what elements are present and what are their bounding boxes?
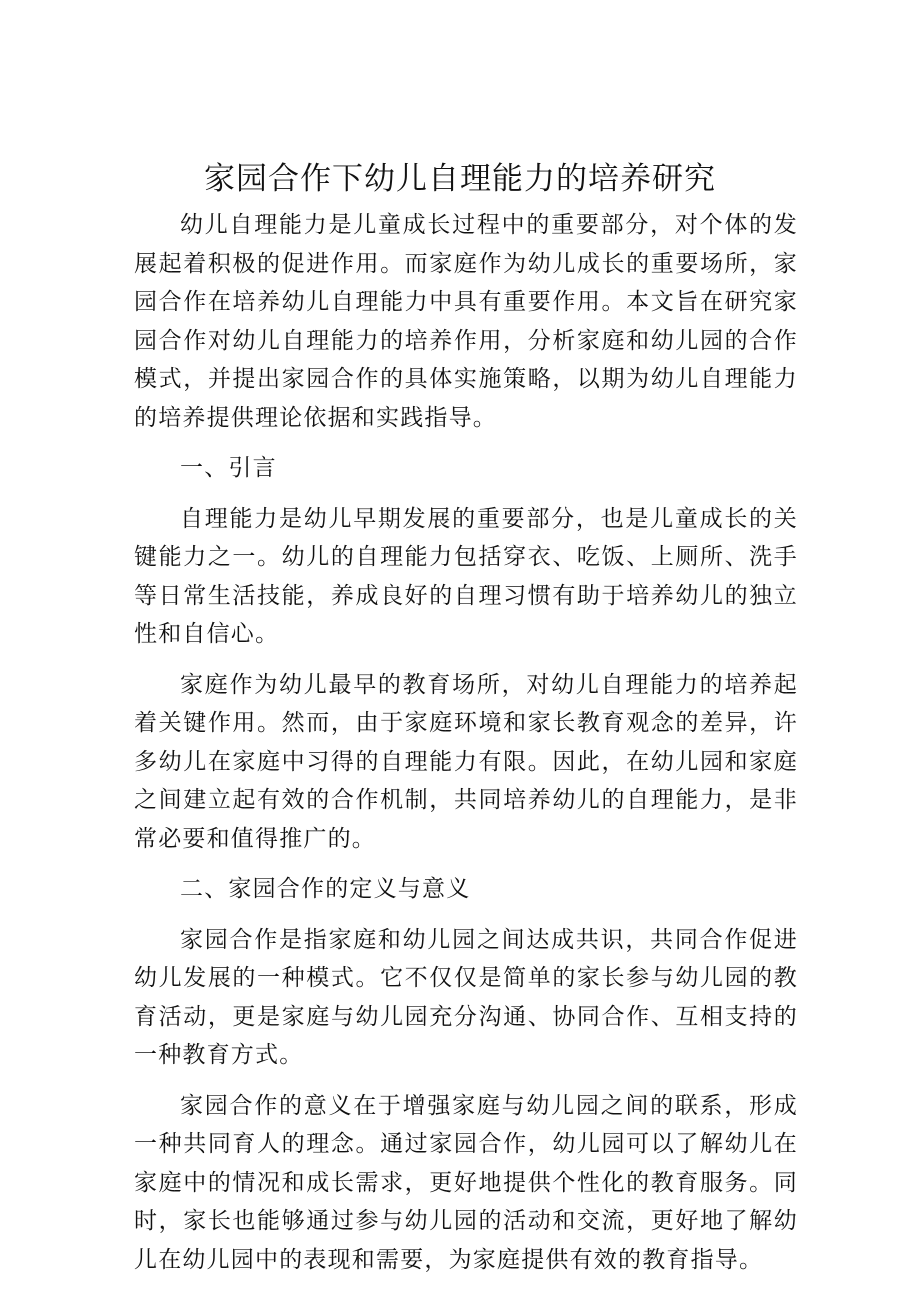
section-heading-definition: 二、家园合作的定义与意义 (180, 876, 471, 902)
section-heading-introduction: 一、引言 (180, 455, 277, 481)
intro-paragraph-1: 自理能力是幼儿早期发展的重要部分，也是儿童成长的关键能力之一。幼儿的自理能力包括穿衣、吃饭、上厕所、洗手等日常生活技能，养成良好的自理习惯有助于培养幼儿的独立性和自信心。 (134, 505, 798, 647)
abstract-paragraph: 幼儿自理能力是儿童成长过程中的重要部分，对个体的发展起着积极的促进作用。而家庭作为幼儿成长的重要场所，家园合作在培养幼儿自理能力中具有重要作用。本文旨在研究家园合作对幼儿自理能力的培养作用，分析家庭和幼儿园的合作模式，并提出家园合作的具体实施策略，以期为幼儿自理能力的培养提供理论依据和实践指导。 (134, 212, 798, 431)
document-body (134, 206, 798, 1279)
definition-paragraph-1: 家园合作是指家庭和幼儿园之间达成共识，共同合作促进幼儿发展的一种模式。它不仅仅是简单的家长参与幼儿园的教育活动，更是家庭与幼儿园充分沟通、协同合作、互相支持的一种教育方式。 (134, 926, 798, 1068)
definition-paragraph-2: 家园合作的意义在于增强家庭与幼儿园之间的联系，形成一种共同育人的理念。通过家园合作，幼儿园可以了解幼儿在家庭中的情况和成长需求，更好地提供个性化的教育服务。同时，家长也能够通过参与幼儿园的活动和交流，更好地了解幼儿在幼儿园中的表现和需要，为家庭提供有效的教育指导。 (134, 1092, 798, 1273)
document-title: 家园合作下幼儿自理能力的培养研究 (204, 161, 716, 197)
intro-paragraph-2: 家庭作为幼儿最早的教育场所，对幼儿自理能力的培养起着关键作用。然而，由于家庭环境和家长教育观念的差异，许多幼儿在家庭中习得的自理能力有限。因此，在幼儿园和家庭之间建立起有效的合作机制，共同培养幼儿的自理能力，是非常必要和值得推广的。 (134, 671, 798, 852)
